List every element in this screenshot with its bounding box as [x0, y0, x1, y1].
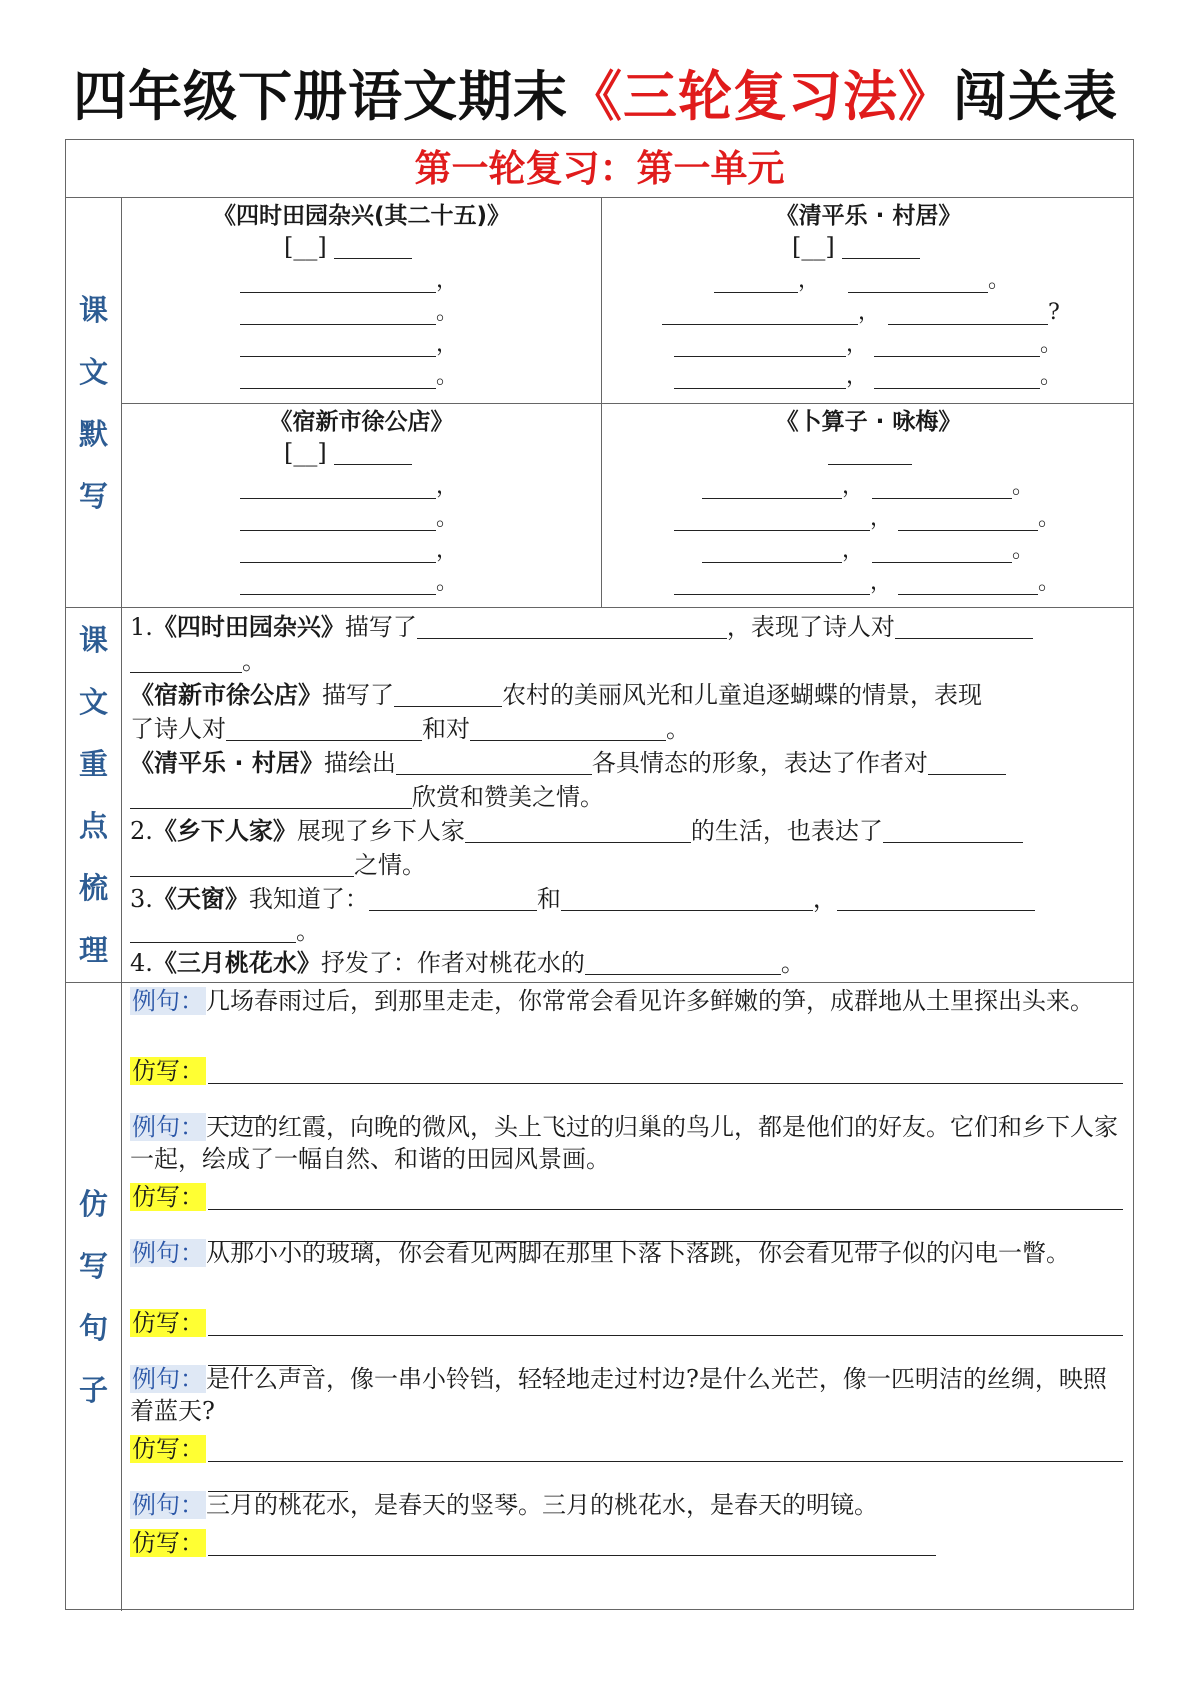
title-part3: 闯关表	[953, 65, 1118, 128]
dynasty-bracket: [__]	[284, 439, 327, 467]
kp-title: 《天窗》	[152, 885, 249, 913]
kp-row	[130, 882, 1123, 916]
fill-blank[interactable]	[883, 816, 1023, 843]
punct: 。	[436, 506, 459, 531]
poem-cell-4	[602, 404, 1135, 608]
fill-blank[interactable]	[874, 332, 1040, 357]
punct: ，	[436, 538, 459, 563]
poem-title: 《清平乐 · 村居》	[775, 203, 962, 229]
fill-blank[interactable]	[226, 714, 422, 741]
answer-line[interactable]	[208, 1339, 312, 1366]
kp-row	[130, 678, 1123, 712]
kp-text: 。	[242, 647, 266, 675]
poem-line	[602, 566, 1135, 598]
example-text: 天边的红霞，向晚的微风，头上飞过的归巢的鸟儿，都是他们的好友。它们和乡下人家一起，绘成了一幅自然、和谐的田园风景画。	[130, 1113, 1118, 1173]
title-part1: 四年级下册语文期末	[73, 65, 568, 128]
fill-blank[interactable]	[470, 714, 666, 741]
fill-blank[interactable]	[585, 948, 781, 975]
kp-text: 。	[780, 949, 805, 977]
kp-text: 的生活，也表达了	[690, 817, 883, 845]
example-block	[130, 1237, 1123, 1269]
fill-blank[interactable]	[702, 538, 842, 563]
fill-blank[interactable]	[130, 646, 242, 673]
fill-blank[interactable]	[714, 268, 798, 293]
imitate-tag: 仿写：	[132, 1435, 204, 1463]
kp-row	[130, 610, 1123, 644]
kp-row	[130, 914, 1123, 948]
section-recite	[66, 198, 1133, 608]
imitate-content	[122, 983, 1133, 1611]
answer-line[interactable]	[208, 1527, 936, 1556]
title-part2: 《三轮复习法》	[568, 65, 953, 128]
dynasty-bracket: [__]	[792, 233, 835, 261]
fill-blank[interactable]	[240, 364, 436, 389]
example-tag: 例句：	[132, 1239, 204, 1267]
fill-blank[interactable]	[240, 300, 436, 325]
kp-text: 和对	[422, 715, 470, 743]
punct: 。	[1040, 332, 1063, 357]
kp-title: 《四时田园杂兴》	[152, 613, 345, 641]
punct: ，	[870, 570, 893, 595]
punct: ，	[846, 364, 869, 389]
kp-text: 和	[536, 885, 561, 913]
fill-blank[interactable]	[702, 474, 842, 499]
punct: ，	[842, 474, 865, 499]
poem-cell-2	[602, 198, 1135, 403]
fill-blank[interactable]	[240, 268, 436, 293]
fill-blank[interactable]	[130, 782, 412, 809]
example-tag: 例句：	[132, 1491, 204, 1519]
fill-blank[interactable]	[465, 816, 691, 843]
answer-line[interactable]	[208, 1465, 348, 1492]
poem-line	[122, 296, 601, 328]
fill-blank[interactable]	[662, 300, 858, 325]
author-blank[interactable]	[828, 440, 912, 465]
fill-blank[interactable]	[674, 570, 870, 595]
page-title	[0, 62, 1191, 132]
poem-line	[602, 328, 1135, 360]
kp-row	[130, 780, 1123, 814]
example-tag: 例句：	[132, 1365, 204, 1393]
fill-blank[interactable]	[874, 364, 1040, 389]
kp-number: 1.	[130, 613, 153, 641]
example-block	[130, 985, 1123, 1017]
section-imitate	[66, 983, 1133, 1611]
poem-line	[122, 470, 601, 502]
fill-blank[interactable]	[130, 850, 354, 877]
poem-header-line	[122, 438, 601, 470]
fill-blank[interactable]	[872, 474, 1012, 499]
kp-text: 了诗人对	[130, 715, 226, 743]
kp-text: 农村的美丽风光和儿童追逐蝴蝶的情景，表现	[502, 681, 982, 709]
key-points-content	[122, 608, 1133, 982]
answer-line[interactable]	[208, 1307, 1123, 1336]
imitate-tag: 仿写：	[132, 1183, 204, 1211]
punct: ，	[870, 506, 893, 531]
poem-line	[602, 296, 1135, 328]
fill-blank[interactable]	[417, 612, 727, 639]
punct: ，	[858, 300, 881, 325]
punct: 。	[436, 570, 459, 595]
section-label-col	[66, 198, 122, 607]
example-tag: 例句：	[132, 987, 204, 1015]
section-label-recite: 课文默写	[78, 292, 108, 513]
fill-blank[interactable]	[674, 332, 846, 357]
kp-text: 各具情态的形象，表达了作者对	[591, 749, 928, 777]
example-text: 是什么声音，像一串小铃铛，轻轻地走过村边?是什么光芒，像一匹明洁的丝绸，映照着蓝天?	[130, 1365, 1107, 1425]
punct: ，	[436, 474, 459, 499]
poem-grid	[122, 198, 1133, 607]
punct: 。	[436, 300, 459, 325]
poem-title: 《卜算子 · 咏梅》	[775, 409, 962, 435]
kp-title: 《三月桃花水》	[152, 949, 321, 977]
example-block	[130, 1363, 1123, 1427]
kp-text: 我知道了：	[248, 885, 369, 913]
answer-line[interactable]	[208, 1181, 1123, 1210]
kp-number: 4.	[130, 949, 153, 977]
punct: 。	[988, 268, 1011, 293]
fill-blank[interactable]	[928, 748, 1006, 775]
example-tag: 例句：	[132, 1113, 204, 1141]
kp-text: 描绘出	[323, 749, 396, 777]
kp-title: 《乡下人家》	[152, 817, 297, 845]
kp-row	[130, 814, 1123, 848]
punct: 。	[1038, 506, 1061, 531]
fill-blank[interactable]	[888, 300, 1048, 325]
poem-header-line	[602, 438, 1135, 470]
example-block	[130, 1489, 1123, 1521]
poem-line	[602, 360, 1135, 392]
kp-number: 2.	[130, 817, 153, 845]
imitate-tag: 仿写：	[132, 1529, 204, 1557]
fill-blank[interactable]	[898, 570, 1038, 595]
fill-blank[interactable]	[872, 538, 1012, 563]
poem-line	[602, 502, 1135, 534]
fill-blank[interactable]	[674, 506, 870, 531]
fill-blank[interactable]	[240, 570, 436, 595]
fill-blank[interactable]	[396, 748, 592, 775]
kp-text: ，表现了诗人对	[726, 613, 895, 641]
unit-title: 第一轮复习：第一单元	[66, 140, 1133, 198]
punct: ，	[436, 332, 459, 357]
fill-blank[interactable]	[240, 332, 436, 357]
kp-text: ，	[812, 885, 837, 913]
fill-blank[interactable]	[394, 680, 502, 707]
punct: 。	[1038, 570, 1061, 595]
author-blank[interactable]	[334, 234, 412, 259]
punct: ，	[842, 538, 865, 563]
section-label-col	[66, 608, 122, 982]
fill-blank[interactable]	[130, 916, 296, 943]
kp-row	[130, 712, 1123, 746]
punct: 。	[1040, 364, 1063, 389]
poem-header-line	[122, 232, 601, 264]
example-text: 三月的桃花水，是春天的竖琴。三月的桃花水，是春天的明镜。	[206, 1491, 878, 1519]
kp-text: 展现了乡下人家	[296, 817, 465, 845]
author-blank[interactable]	[842, 234, 920, 259]
poem-header-line	[602, 232, 1135, 264]
kp-number: 3.	[130, 885, 153, 913]
kp-row	[130, 746, 1123, 780]
kp-title: 《清平乐 · 村居》	[130, 749, 324, 777]
poem-line	[122, 502, 601, 534]
poem-title: 《四时田园杂兴(其二十五)》	[212, 203, 511, 229]
review-table	[65, 139, 1134, 1610]
kp-text: 描写了	[322, 681, 394, 709]
imitate-tag: 仿写：	[132, 1057, 204, 1085]
fill-blank[interactable]	[895, 612, 1033, 639]
poem-line	[122, 534, 601, 566]
punct: ?	[1048, 300, 1060, 325]
poem-cell-1	[122, 198, 601, 403]
kp-row	[130, 946, 1123, 980]
kp-row	[130, 644, 1123, 678]
author-blank[interactable]	[334, 440, 412, 465]
poem-title: 《宿新市徐公店》	[269, 409, 454, 435]
punct: 。	[1012, 474, 1035, 499]
poem-line	[602, 264, 1135, 296]
section-label-imitate: 仿写句子	[78, 1187, 108, 1407]
punct: ，	[798, 268, 821, 293]
fill-blank[interactable]	[837, 884, 1035, 911]
kp-text: 抒发了：作者对桃花水的	[320, 949, 585, 977]
punct: ，	[846, 332, 869, 357]
fill-blank[interactable]	[898, 506, 1038, 531]
kp-text: 。	[296, 917, 320, 945]
imitate-tag: 仿写：	[132, 1309, 204, 1337]
kp-text: 。	[666, 715, 690, 743]
punct: 。	[1012, 538, 1035, 563]
punct: ，	[436, 268, 459, 293]
section-key-points	[66, 608, 1133, 983]
kp-text: 之情。	[354, 851, 426, 879]
poem-cell-3	[122, 404, 601, 608]
fill-blank[interactable]	[848, 268, 988, 293]
example-text: 从那小小的玻璃，你会看见两脚在那里卜落卜落跳，你会看见带子似的闪电一瞥。	[206, 1239, 1070, 1267]
kp-text: 描写了	[344, 613, 417, 641]
section-label-col	[66, 983, 122, 1611]
poem-line	[602, 534, 1135, 566]
poem-line	[122, 566, 601, 598]
poem-line	[602, 470, 1135, 502]
punct: 。	[436, 364, 459, 389]
kp-row	[130, 848, 1123, 882]
fill-blank[interactable]	[240, 474, 436, 499]
fill-blank[interactable]	[561, 884, 813, 911]
fill-blank[interactable]	[674, 364, 846, 389]
poem-line	[122, 328, 601, 360]
answer-line[interactable]	[208, 1433, 1123, 1462]
fill-blank[interactable]	[240, 506, 436, 531]
poem-line	[122, 360, 601, 392]
answer-line[interactable]	[208, 1055, 1123, 1084]
fill-blank[interactable]	[369, 884, 537, 911]
dynasty-bracket: [__]	[284, 233, 327, 261]
example-text: 几场春雨过后，到那里走走，你常常会看见许多鲜嫩的笋，成群地从土里探出头来。	[206, 987, 1094, 1015]
kp-title: 《宿新市徐公店》	[130, 681, 322, 709]
poem-line	[122, 264, 601, 296]
fill-blank[interactable]	[240, 538, 436, 563]
section-label-key-points: 课文重点梳理	[78, 623, 108, 967]
example-block	[130, 1111, 1123, 1175]
kp-text: 欣赏和赞美之情。	[412, 783, 604, 811]
